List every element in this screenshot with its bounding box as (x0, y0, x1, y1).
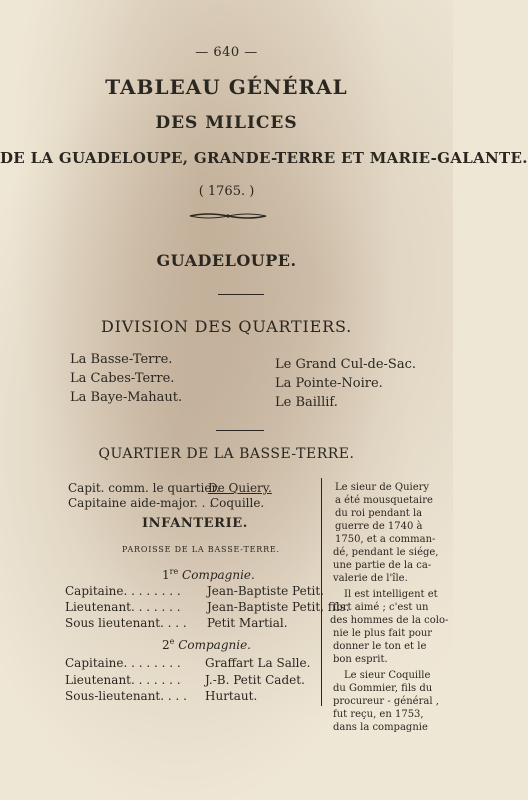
side-note-line: Il est intelligent et (344, 589, 438, 600)
quartier-right-3: Le Baillif. (275, 395, 338, 410)
c1-row3-name: Petit Martial. (207, 616, 288, 630)
side-note-line: 1750, et a comman- (335, 534, 436, 545)
title-year: ( 1765. ) (198, 184, 255, 199)
ornament-divider (188, 210, 268, 222)
side-note-line: du roi pendant la (335, 508, 423, 519)
quartier-heading: QUARTIER DE LA BASSE-TERRE. (98, 446, 355, 462)
side-note-line: une partie de la ca- (333, 560, 432, 571)
side-note-line: dans la compagnie (333, 722, 428, 733)
section-guadeloupe: GUADELOUPE. (156, 251, 297, 270)
side-note-line: donner le ton et le (333, 641, 427, 652)
side-note-line: valerie de l'île. (333, 573, 408, 584)
c2-row1-name: Graffart La Salle. (205, 656, 311, 670)
paroisse-heading: PAROISSE DE LA BASSE-TERRE. (122, 545, 280, 554)
short-rule (218, 294, 264, 295)
title-line-2: DES MILICES (155, 113, 298, 133)
side-note-line: du Gommier, fils du (333, 683, 433, 694)
side-note-line: guerre de 1740 à (335, 521, 423, 532)
c1-row1-name: Jean-Baptiste Petit. (207, 584, 324, 598)
quartier-left-1: La Basse-Terre. (70, 352, 173, 367)
c1-row2-label: Lieutenant. . . . . . . (65, 600, 181, 614)
quartier-left-2: La Cabes-Terre. (70, 371, 175, 386)
side-note-line: fut reçu, en 1753, (333, 709, 424, 720)
short-rule-2 (216, 430, 264, 431)
c2-row1-label: Capitaine. . . . . . . . (65, 656, 181, 670)
division-heading: DIVISION DES QUARTIERS. (100, 317, 353, 336)
capit-name: De Quiery. (208, 481, 272, 495)
side-note-line: Le sieur Coquille (344, 670, 431, 681)
c1-row2-name: Jean-Baptiste Petit, fils. (207, 600, 350, 614)
c2-row2-name: J.-B. Petit Cadet. (205, 673, 305, 687)
c1-row3-label: Sous lieutenant. . . . (65, 616, 187, 630)
quartier-right-2: La Pointe-Noire. (275, 376, 383, 391)
page-number: — 640 — (195, 45, 258, 60)
c2-row3-label: Sous-lieutenant. . . . (65, 689, 187, 703)
side-note-line: Le sieur de Quiery (335, 482, 430, 493)
capit-label: Capit. comm. le quartier. (68, 481, 220, 495)
side-note-line: procureur - général , (333, 696, 439, 707)
compagnie-1-heading: 1re Compagnie. (162, 567, 255, 582)
side-note-line: a été mousquetaire (335, 495, 433, 506)
side-note-line: fort aimé ; c'est un (333, 602, 429, 613)
c2-row3-name: Hurtaut. (205, 689, 258, 703)
infanterie-heading: INFANTERIE. (142, 516, 248, 531)
quartier-right-1: Le Grand Cul-de-Sac. (275, 357, 416, 372)
side-note-line: bon esprit. (333, 654, 388, 665)
aide-name: Coquille. (210, 496, 265, 510)
title-line-3: DE LA GUADELOUPE, GRANDE-TERRE ET MARIE-GALANTE. (0, 149, 528, 167)
compagnie-2-heading: 2e Compagnie. (162, 637, 251, 652)
quartier-left-3: La Baye-Mahaut. (70, 390, 183, 405)
side-note-line: des hommes de la colo- (330, 615, 449, 626)
side-note-line: nie le plus fait pour (333, 628, 433, 639)
side-note-line: dé, pendant le siége, (333, 547, 439, 558)
c2-row2-label: Lieutenant. . . . . . . (65, 673, 181, 687)
title-line-1: TABLEAU GÉNÉRAL (105, 75, 348, 99)
c1-row1-label: Capitaine. . . . . . . . (65, 584, 181, 598)
aide-label: Capitaine aide-major. . . (68, 496, 214, 510)
